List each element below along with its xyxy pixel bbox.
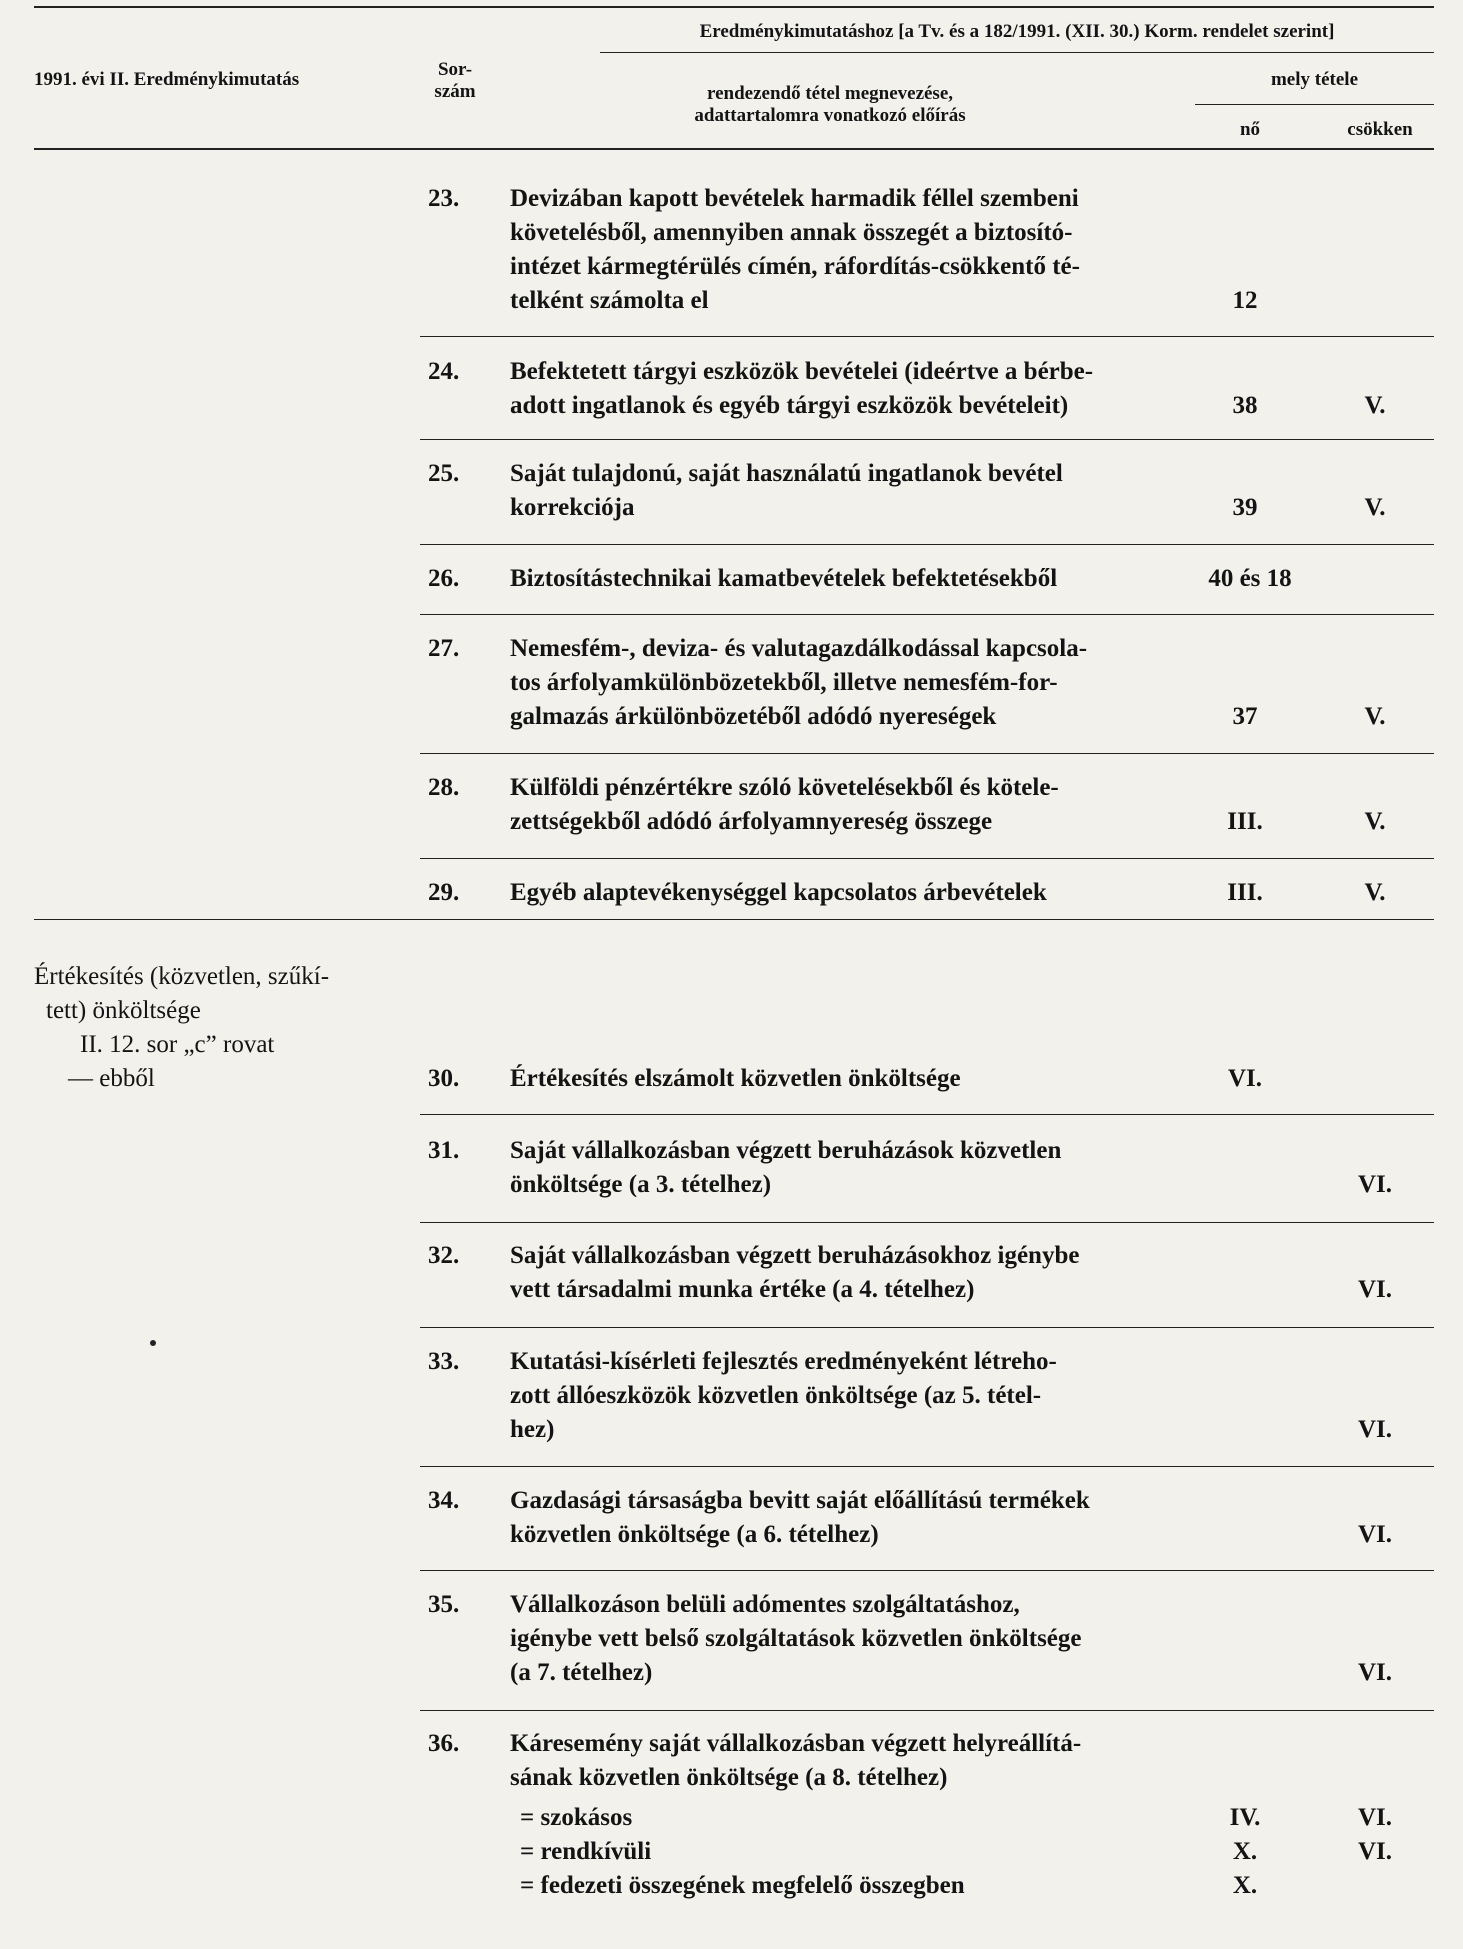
row-cs-value: VI. bbox=[1357, 1659, 1393, 1686]
section-divider bbox=[34, 919, 1434, 920]
row-description: Értékesítés elszámolt közvetlen önköltsége bbox=[510, 1065, 961, 1092]
row-number: 31. bbox=[428, 1137, 460, 1164]
row-divider bbox=[420, 1570, 1434, 1571]
row-cs-value: V. bbox=[1364, 808, 1386, 835]
row-divider bbox=[420, 1114, 1434, 1115]
sub-item-cs-value: VI. bbox=[1357, 1838, 1393, 1865]
header-bottom-rule bbox=[34, 148, 1434, 150]
header-csokken: csökken bbox=[1347, 119, 1413, 140]
row-cs-value: V. bbox=[1364, 703, 1386, 730]
header-mely-tetele: mely tétele bbox=[1270, 69, 1359, 90]
row-description: Káresemény saját vállalkozásban végzett helyreállítá- sának közvetlen önköltsége (a 8. tételhez) bbox=[510, 1730, 1082, 1791]
row-cs-value: VI. bbox=[1357, 1416, 1393, 1443]
row-number: 34. bbox=[428, 1487, 460, 1514]
row-number: 25. bbox=[428, 460, 460, 487]
row-number: 32. bbox=[428, 1242, 460, 1269]
row-no-value: 40 és 18 bbox=[1208, 565, 1292, 592]
row-description: Biztosítástechnikai kamatbevételek befektetésekből bbox=[510, 565, 1058, 592]
sub-item-cs-value: VI. bbox=[1357, 1804, 1393, 1831]
row-no-value: III. bbox=[1227, 879, 1263, 906]
row-divider bbox=[420, 544, 1434, 545]
row-description: Befektetett tárgyi eszközök bevételei (ideértve a bérbe- adott ingatlanok és egyéb tárgyi eszközök bevételeit) bbox=[510, 358, 1094, 419]
row-number: 36. bbox=[428, 1730, 460, 1757]
row-number: 35. bbox=[428, 1591, 460, 1618]
header-desc-2: adattartalomra vonatkozó előírás bbox=[694, 105, 966, 126]
row-divider bbox=[420, 858, 1434, 859]
row-number: 29. bbox=[428, 879, 460, 906]
row-cs-value: VI. bbox=[1357, 1171, 1393, 1198]
header-left: 1991. évi II. Eredménykimutatás bbox=[34, 69, 300, 90]
row-divider bbox=[420, 439, 1434, 440]
row-no-value: 38 bbox=[1232, 392, 1258, 419]
row-number: 30. bbox=[428, 1065, 460, 1092]
row-description: Nemesfém-, deviza- és valutagazdálkodással kapcsola- tos árfolyamkülönbözetekből, illetve nemesfém-for- galmazás árkülönbözetéből adódó nyereségek bbox=[510, 635, 1088, 730]
row-description: Vállalkozáson belüli adómentes szolgáltatáshoz, igénybe vett belső szolgáltatások közvetlen önköltsége (a 7. tételhez) bbox=[510, 1591, 1082, 1686]
header-sub-rule bbox=[600, 52, 1434, 53]
header-sorszam-2: szám bbox=[434, 81, 476, 102]
row-cs-value: V. bbox=[1364, 392, 1386, 419]
row-no-value: 12 bbox=[1232, 287, 1258, 314]
row-number: 23. bbox=[428, 185, 460, 212]
row-no-value: 39 bbox=[1232, 494, 1258, 521]
row-number: 28. bbox=[428, 774, 460, 801]
row-divider bbox=[420, 336, 1434, 337]
row-number: 26. bbox=[428, 565, 460, 592]
row-description: Devizában kapott bevételek harmadik féllel szembeni követelésből, amennyiben annak összegét a biztosító- intézet kármegtérülés címén, ráfordítás-csökkentő té- telként számolta el bbox=[510, 185, 1080, 314]
row-no-value: 37 bbox=[1232, 703, 1258, 730]
row-number: 33. bbox=[428, 1348, 460, 1375]
row-description: Kutatási-kísérleti fejlesztés eredményeként létreho- zott állóeszközök közvetlen önköltsége (az 5. tétel- hez) bbox=[510, 1348, 1057, 1443]
row-divider bbox=[420, 1466, 1434, 1467]
row-divider bbox=[420, 753, 1434, 754]
row-divider bbox=[420, 614, 1434, 615]
row-cs-value: VI. bbox=[1357, 1276, 1393, 1303]
row-description: Saját vállalkozásban végzett beruházások közvetlen önköltsége (a 3. tételhez) bbox=[510, 1137, 1062, 1198]
row-number: 27. bbox=[428, 635, 460, 662]
sub-item-no-value: X. bbox=[1232, 1872, 1258, 1899]
sub-item-no-value: IV. bbox=[1229, 1804, 1261, 1831]
row-description: Külföldi pénzértékre szóló követelésekből és kötele- zettségekből adódó árfolyamnyereség összege bbox=[510, 774, 1059, 835]
row-cs-value: VI. bbox=[1357, 1521, 1393, 1548]
row-divider bbox=[420, 1222, 1434, 1223]
row-description: Gazdasági társaságba bevitt saját előállítású termékek közvetlen önköltsége (a 6. tételhez) bbox=[510, 1487, 1090, 1548]
sub-item-fedezeti: = fedezeti összegének megfelelő összegben bbox=[520, 1872, 965, 1899]
row-description: Saját tulajdonú, saját használatú ingatlanok bevétel korrekciója bbox=[510, 460, 1063, 521]
row-description: Saját vállalkozásban végzett beruházásokhoz igénybe vett társadalmi munka értéke (a 4. tételhez) bbox=[510, 1242, 1080, 1303]
row-no-value: III. bbox=[1227, 808, 1263, 835]
row-divider bbox=[420, 1327, 1434, 1328]
header-no: nő bbox=[1239, 119, 1261, 140]
header-top-rule bbox=[34, 6, 1434, 8]
row-description: Egyéb alaptevékenységgel kapcsolatos árbevételek bbox=[510, 879, 1047, 906]
sub-item-szokasos: = szokásos bbox=[520, 1804, 633, 1831]
row-cs-value: V. bbox=[1364, 879, 1386, 906]
sub-item-rendkivuli: = rendkívüli bbox=[520, 1838, 652, 1865]
header-mely-rule bbox=[1195, 104, 1434, 105]
row-number: 24. bbox=[428, 358, 460, 385]
category-label: Értékesítés (közvetlen, szűkí- tett) önköltsége II. 12. sor „c” rovat — ebből bbox=[34, 963, 330, 1092]
row-divider bbox=[420, 1710, 1434, 1711]
header-sorszam-1: Sor- bbox=[437, 59, 473, 80]
row-cs-value: V. bbox=[1364, 494, 1386, 521]
header-desc-1: rendezendő tétel megnevezése, bbox=[706, 83, 954, 104]
row-no-value: VI. bbox=[1227, 1065, 1263, 1092]
sub-item-no-value: X. bbox=[1232, 1838, 1258, 1865]
print-speck bbox=[150, 1340, 156, 1346]
header-top-right: Eredménykimutatáshoz [a Tv. és a 182/1991. (XII. 30.) Korm. rendelet szerint] bbox=[699, 21, 1335, 42]
